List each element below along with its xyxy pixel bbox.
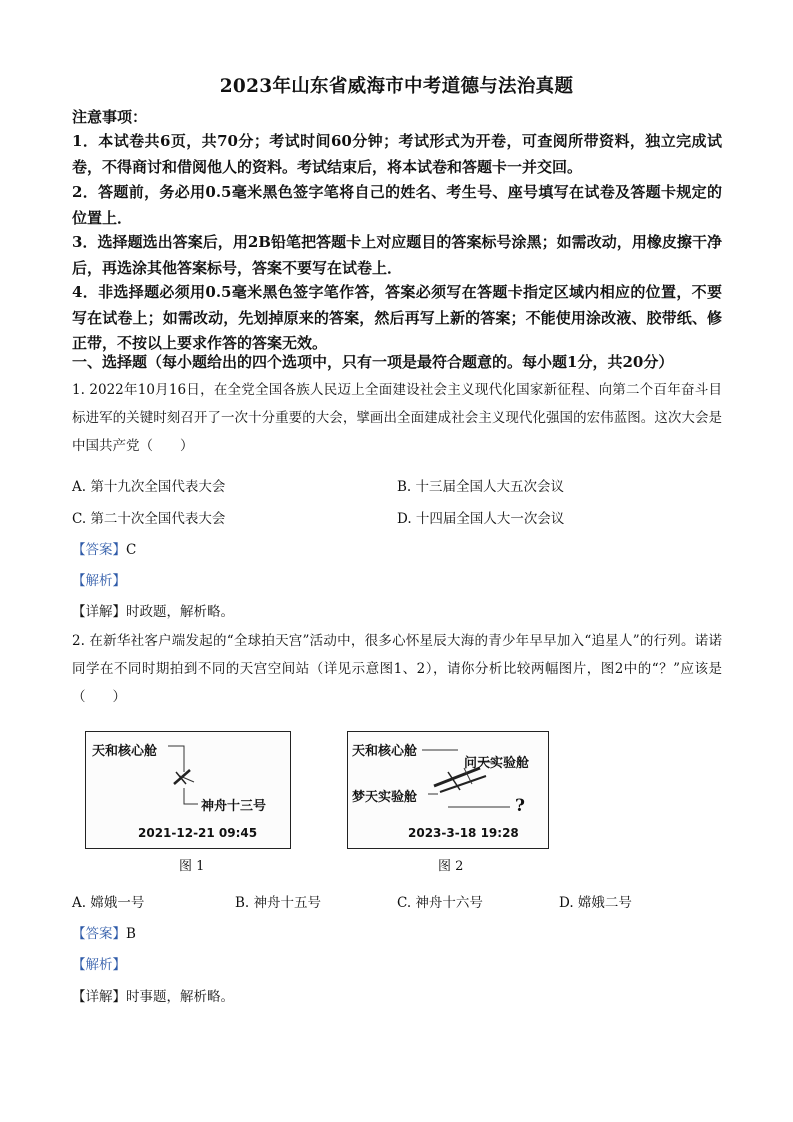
answer-value: C <box>126 542 137 558</box>
question-2-analysis-label: 【解析】 <box>72 957 126 973</box>
figure-2-label-mengtian: 梦天实验舱 <box>352 790 418 805</box>
question-2-option-a: A. 嫦娥一号 <box>72 895 145 911</box>
figure-2-date: 2023-3-18 19:28 <box>408 826 519 840</box>
question-2-stem: 2. 在新华社客户端发起的“全球拍天宫”活动中，很多心怀星辰大海的青少年早早加入“追星人”的行列。诺诺同学在不同时期拍到不同的天宫空间站（详见示意图1、2），请你分析比较两幅图片，图2中的“？”应该是（ ） <box>72 633 722 705</box>
question-2-option-d: D. 嫦娥二号 <box>559 895 632 911</box>
answer-label: 【答案】 <box>72 926 126 942</box>
question-1-analysis-label: 【解析】 <box>72 573 126 589</box>
figure-2-caption: 图 2 <box>438 859 464 874</box>
detail-text: 时事题，解析略。 <box>126 989 234 1005</box>
notice-item-1: 1．本试卷共6页，共70分；考试时间60分钟；考试形式为开卷，可查阅所带资料，独立完成试卷，不得商讨和借阅他人的资料。考试结束后，将本试卷和答题卡一并交回。 <box>72 132 722 176</box>
figure-1 <box>85 731 291 849</box>
notice-item-3: 3．选择题选出答案后，用2B铅笔把答题卡上对应题目的答案标号涂黑；如需改动，用橡皮擦干净后，再选涂其他答案标号，答案不要写在试卷上． <box>72 233 722 277</box>
notice-heading: 注意事项： <box>72 108 148 126</box>
question-1-answer <box>72 538 136 558</box>
figure-1-label-tianhe: 天和核心舱 <box>92 744 158 759</box>
question-1-option-c: C. 第二十次全国代表大会 <box>72 511 226 527</box>
question-2-option-c: C. 神舟十六号 <box>397 895 483 911</box>
notice-item-4: 4．非选择题必须用0.5毫米黑色签字笔作答，答案必须写在答题卡指定区域内相应的位置，不要写在试卷上；如需改动，先划掉原来的答案，然后再写上新的答案；不能使用涂改液、胶带纸、修正带，不按以上要求作答的答案无效。 <box>72 283 722 352</box>
question-1-detail <box>72 600 234 620</box>
figure-1-caption: 图 1 <box>179 859 205 874</box>
question-2-option-b: B. 神舟十五号 <box>235 895 322 911</box>
figure-2 <box>347 731 549 849</box>
figure-2-label-wentian: 问天实验舱 <box>464 756 530 771</box>
detail-label: 【详解】 <box>72 604 126 620</box>
question-1-option-a: A. 第十九次全国代表大会 <box>72 479 226 495</box>
detail-text: 时政题，解析略。 <box>126 604 234 620</box>
detail-label: 【详解】 <box>72 989 126 1005</box>
section-heading: 一、选择题（每小题给出的四个选项中，只有一项是最符合题意的。每小题1分，共20分） <box>72 353 674 371</box>
page-title: 2023年山东省威海市中考道德与法治真题 <box>219 76 574 97</box>
question-2-answer <box>72 922 136 942</box>
figure-1-date: 2021-12-21 09:45 <box>138 826 258 840</box>
question-1-option-b: B. 十三届全国人大五次会议 <box>397 479 565 495</box>
answer-value: B <box>126 926 136 942</box>
figure-1-label-shenzhou13: 神舟十三号 <box>201 799 267 814</box>
answer-label: 【答案】 <box>72 542 126 558</box>
question-1-stem: 1. 2022年10月16日，在全党全国各族人民迈上全面建设社会主义现代化国家新征程、向第二个百年奋斗目标进军的关键时刻召开了一次十分重要的大会，擘画出全面建成社会主义现代化强国的宏伟蓝图。这次大会是中国共产党（ ） <box>72 382 722 454</box>
question-1-option-d: D. 十四届全国人大一次会议 <box>397 511 565 527</box>
figure-2-label-tianhe: 天和核心舱 <box>352 744 418 759</box>
figure-2-question-mark: ? <box>515 796 525 816</box>
notice-item-2: 2．答题前，务必用0.5毫米黑色签字笔将自己的姓名、考生号、座号填写在试卷及答题卡规定的位置上． <box>72 183 722 227</box>
question-2-detail <box>72 985 234 1005</box>
